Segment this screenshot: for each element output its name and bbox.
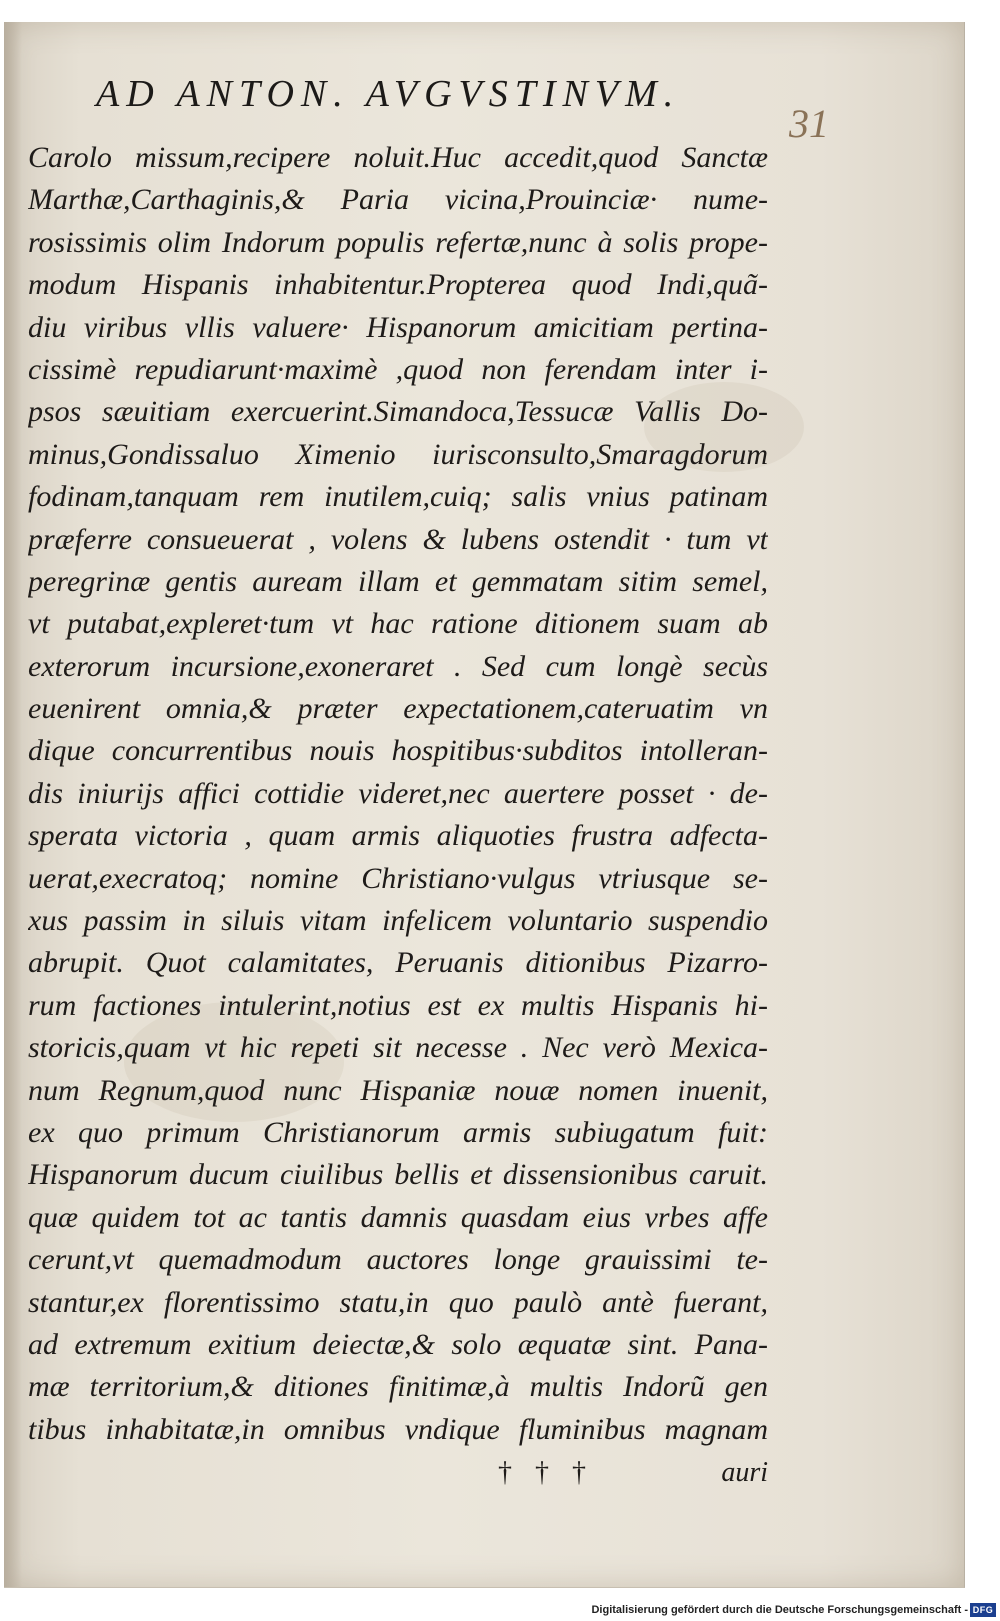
- catchword: auri: [721, 1457, 768, 1488]
- text-line: quæ quidem tot ac tantis damnis quasdam eius vrbes affe: [28, 1200, 768, 1234]
- text-line: fodinam,tanquam rem inutilem,cuiq; salis vnius patinam: [28, 480, 768, 514]
- text-line: num Regnum,quod nunc Hispaniæ nouæ nomen inuenit,: [28, 1073, 768, 1107]
- text-line: præferre consueuerat , volens & lubens ostendit · tum vt: [28, 522, 768, 556]
- running-head: AD ANTON. AVGVSTINVM.: [96, 73, 681, 115]
- text-line: Marthæ,Carthaginis,& Paria vicina,Prouinciæ· nume-: [28, 183, 768, 217]
- catchline: [28, 1457, 768, 1497]
- text-line: Hispanorum ducum ciuilibus bellis et dissensionibus caruit.: [28, 1158, 768, 1192]
- text-line: cerunt,vt quemadmodum auctores longe grauissimi te-: [28, 1243, 768, 1277]
- text-line: vt putabat,expleret·tum vt hac ratione ditionem suam ab: [28, 607, 768, 641]
- text-line: minus,Gondissaluo Ximenio iurisconsulto,Smaragdorum: [28, 437, 768, 471]
- body-text: [28, 137, 768, 1451]
- text-line: ex quo primum Christianorum armis subiugatum fuit:: [28, 1115, 768, 1149]
- text-line: rosissimis olim Indorum populis refertæ,nunc à solis prope-: [28, 225, 768, 259]
- text-line: exterorum incursione,exoneraret . Sed cum longè secùs: [28, 649, 768, 683]
- text-line: uerat,execratoq; nomine Christiano·vulgus vtriusque se-: [28, 861, 768, 895]
- text-line: psos sæuitiam exercuerint.Simandoca,Tessucæ Vallis Do-: [28, 395, 768, 429]
- text-line: rum factiones intulerint,notius est ex multis Hispanis hi-: [28, 988, 768, 1022]
- book-page: [4, 22, 965, 1588]
- text-line: ad extremum exitium deiectæ,& solo æquatæ sint. Pana-: [28, 1327, 768, 1361]
- digitization-credit: Digitalisierung gefördert durch die Deutsche Forschungsgemeinschaft -: [591, 1604, 968, 1616]
- text-line: xus passim in siluis vitam infelicem voluntario suspendio: [28, 904, 768, 938]
- text-line: mæ territorium,& ditiones finitimæ,à multis Indorũ gen: [28, 1370, 768, 1404]
- text-line: stantur,ex florentissimo statu,in quo paulò antè fuerant,: [28, 1285, 768, 1319]
- dfg-logo: DFG: [970, 1603, 996, 1617]
- text-line: modum Hispanis inhabitentur.Propterea quod Indi,quã-: [28, 268, 768, 302]
- text-line: tibus inhabitatæ,in omnibus vndique fluminibus magnam: [28, 1412, 768, 1446]
- text-line: euenirent omnia,& præter expectationem,cateruatim vn: [28, 692, 768, 726]
- folio-number: 31: [789, 101, 829, 146]
- text-line: cissimè repudiarunt·maximè ,quod non ferendam inter i-: [28, 352, 768, 386]
- text-line: abrupit. Quot calamitates, Peruanis ditionibus Pizarro-: [28, 946, 768, 980]
- text-line: sperata victoria , quam armis aliquoties frustra adfecta-: [28, 819, 768, 853]
- signature-mark: † † †: [498, 1457, 594, 1488]
- text-line: dis iniurijs affici cottidie videret,nec auertere posset · de-: [28, 776, 768, 810]
- text-line: Carolo missum,recipere noluit.Huc accedit,quod Sanctæ: [28, 141, 768, 174]
- text-line: diu viribus vllis valuere· Hispanorum amicitiam pertina-: [28, 310, 768, 344]
- text-line: peregrinæ gentis auream illam et gemmatam sitim semel,: [28, 564, 768, 598]
- page-gutter-shadow: [4, 22, 22, 1587]
- text-line: storicis,quam vt hic repeti sit necesse . Nec verò Mexica-: [28, 1031, 768, 1065]
- text-line: dique concurrentibus nouis hospitibus·subditos intolleran-: [28, 734, 768, 768]
